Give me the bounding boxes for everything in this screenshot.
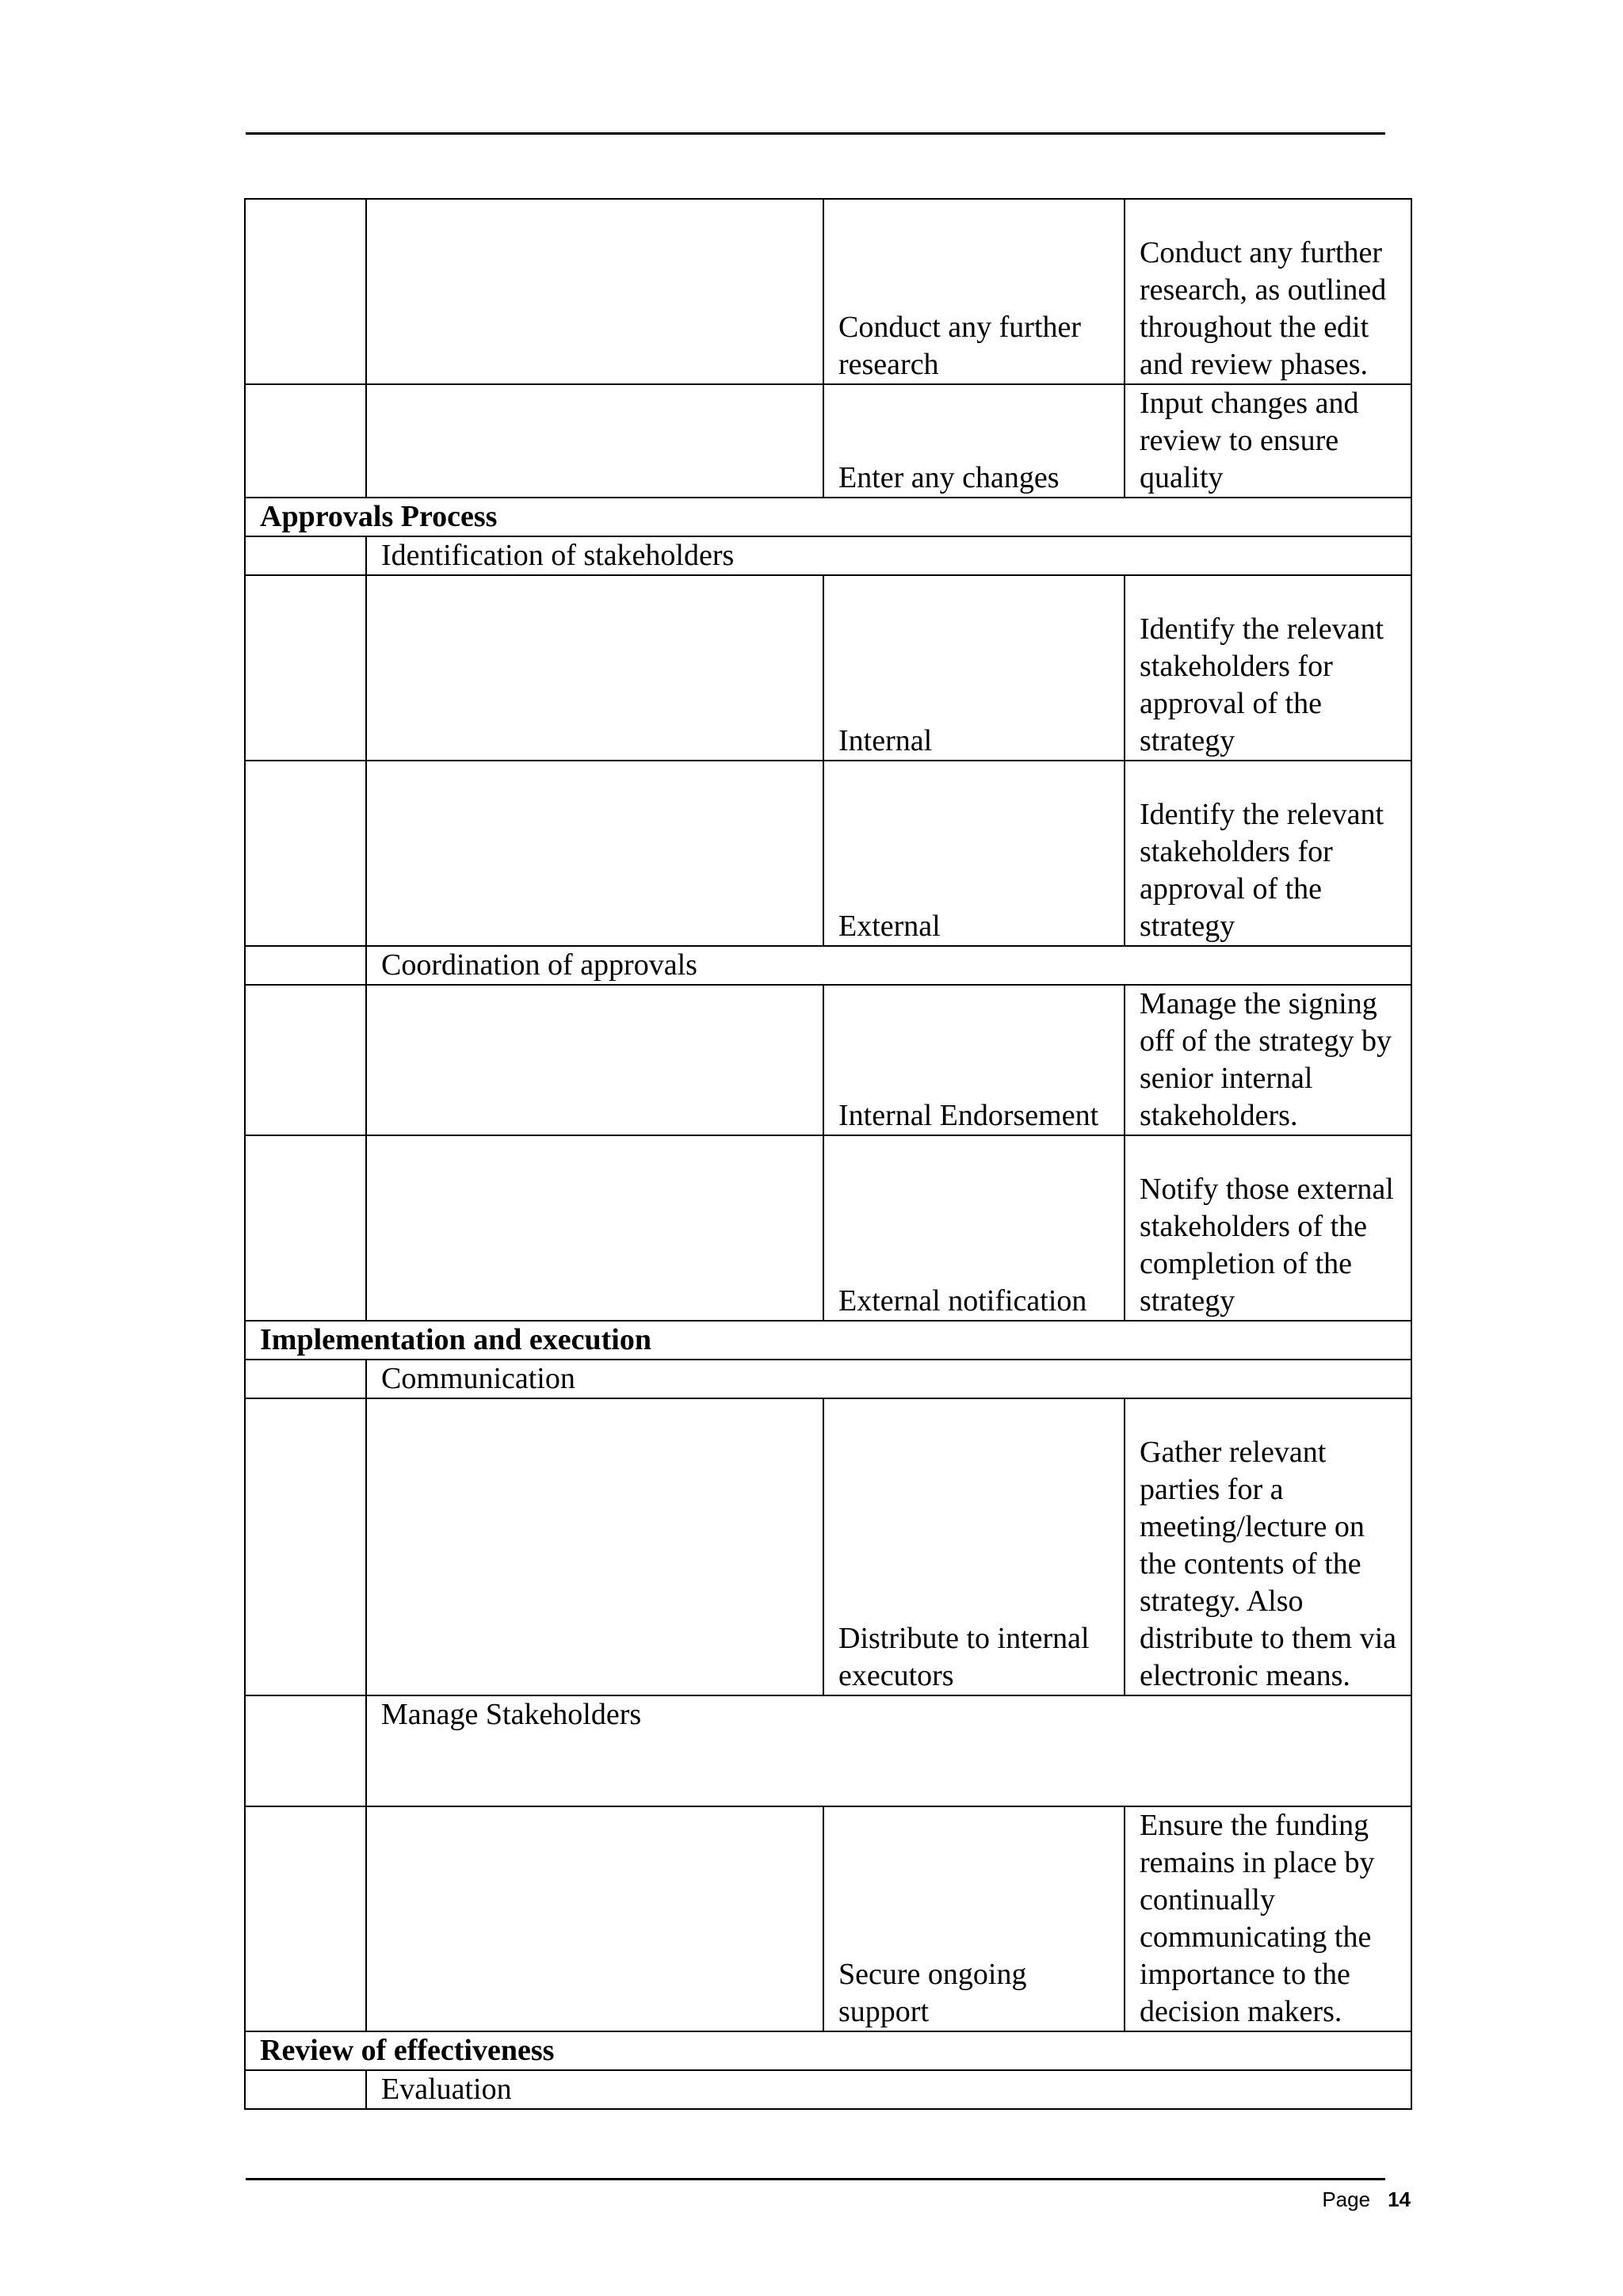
indent-cell — [245, 1360, 366, 1398]
subsection-heading: Evaluation — [366, 2070, 1411, 2109]
page-number-value: 14 — [1388, 2187, 1411, 2211]
indent-cell — [245, 384, 366, 498]
task-description: Gather relevant parties for a meeting/lecture on the contents of the strategy. Also distribute to them via electronic means. — [1125, 1398, 1411, 1695]
task-item: Enter any changes — [823, 384, 1125, 498]
subsection-row — [245, 1360, 1411, 1398]
blank-cell — [366, 1135, 823, 1321]
task-item: Secure ongoing support — [823, 1806, 1125, 2031]
page-number — [1322, 2187, 1411, 2212]
indent-cell — [245, 199, 366, 384]
header-rule — [246, 132, 1385, 135]
subsection-row — [245, 946, 1411, 985]
blank-cell — [366, 384, 823, 498]
blank-cell — [366, 761, 823, 946]
process-table-body — [245, 199, 1411, 2109]
indent-cell — [245, 946, 366, 985]
section-heading: Implementation and execution — [245, 1321, 1411, 1360]
section-row — [245, 1321, 1411, 1360]
task-row — [245, 761, 1411, 946]
section-row — [245, 498, 1411, 536]
task-item: Distribute to internal executors — [823, 1398, 1125, 1695]
indent-cell — [245, 985, 366, 1135]
task-item: External notification — [823, 1135, 1125, 1321]
indent-cell — [245, 575, 366, 761]
task-row — [245, 1806, 1411, 2031]
task-item: External — [823, 761, 1125, 946]
indent-cell — [245, 536, 366, 575]
process-table — [244, 198, 1412, 2110]
task-item: Conduct any further research — [823, 199, 1125, 384]
section-heading: Approvals Process — [245, 498, 1411, 536]
subsection-row — [245, 1695, 1411, 1806]
blank-cell — [366, 985, 823, 1135]
process-table-container — [244, 198, 1411, 2110]
task-row — [245, 384, 1411, 498]
footer-rule — [246, 2178, 1385, 2180]
task-description: Notify those external stakeholders of the completion of the strategy — [1125, 1135, 1411, 1321]
task-row — [245, 575, 1411, 761]
indent-cell — [245, 2070, 366, 2109]
subsection-heading: Communication — [366, 1360, 1411, 1398]
blank-cell — [366, 1398, 823, 1695]
task-description: Manage the signing off of the strategy by senior internal stakeholders. — [1125, 985, 1411, 1135]
section-row — [245, 2031, 1411, 2070]
section-heading: Review of effectiveness — [245, 2031, 1411, 2070]
blank-cell — [366, 575, 823, 761]
indent-cell — [245, 1695, 366, 1806]
task-description: Identify the relevant stakeholders for approval of the strategy — [1125, 761, 1411, 946]
blank-cell — [366, 199, 823, 384]
task-description: Conduct any further research, as outlined throughout the edit and review phases. — [1125, 199, 1411, 384]
indent-cell — [245, 761, 366, 946]
blank-cell — [366, 1806, 823, 2031]
task-description: Ensure the funding remains in place by continually communicating the importance to the decision makers. — [1125, 1806, 1411, 2031]
task-row — [245, 1398, 1411, 1695]
subsection-heading: Coordination of approvals — [366, 946, 1411, 985]
task-description: Identify the relevant stakeholders for approval of the strategy — [1125, 575, 1411, 761]
page-label: Page — [1322, 2187, 1371, 2211]
task-item: Internal Endorsement — [823, 985, 1125, 1135]
task-row — [245, 199, 1411, 384]
task-description: Input changes and review to ensure quality — [1125, 384, 1411, 498]
subsection-row — [245, 2070, 1411, 2109]
task-item: Internal — [823, 575, 1125, 761]
subsection-heading: Identification of stakeholders — [366, 536, 1411, 575]
subsection-heading: Manage Stakeholders — [366, 1695, 1411, 1806]
indent-cell — [245, 1398, 366, 1695]
task-row — [245, 1135, 1411, 1321]
indent-cell — [245, 1135, 366, 1321]
task-row — [245, 985, 1411, 1135]
indent-cell — [245, 1806, 366, 2031]
subsection-row — [245, 536, 1411, 575]
